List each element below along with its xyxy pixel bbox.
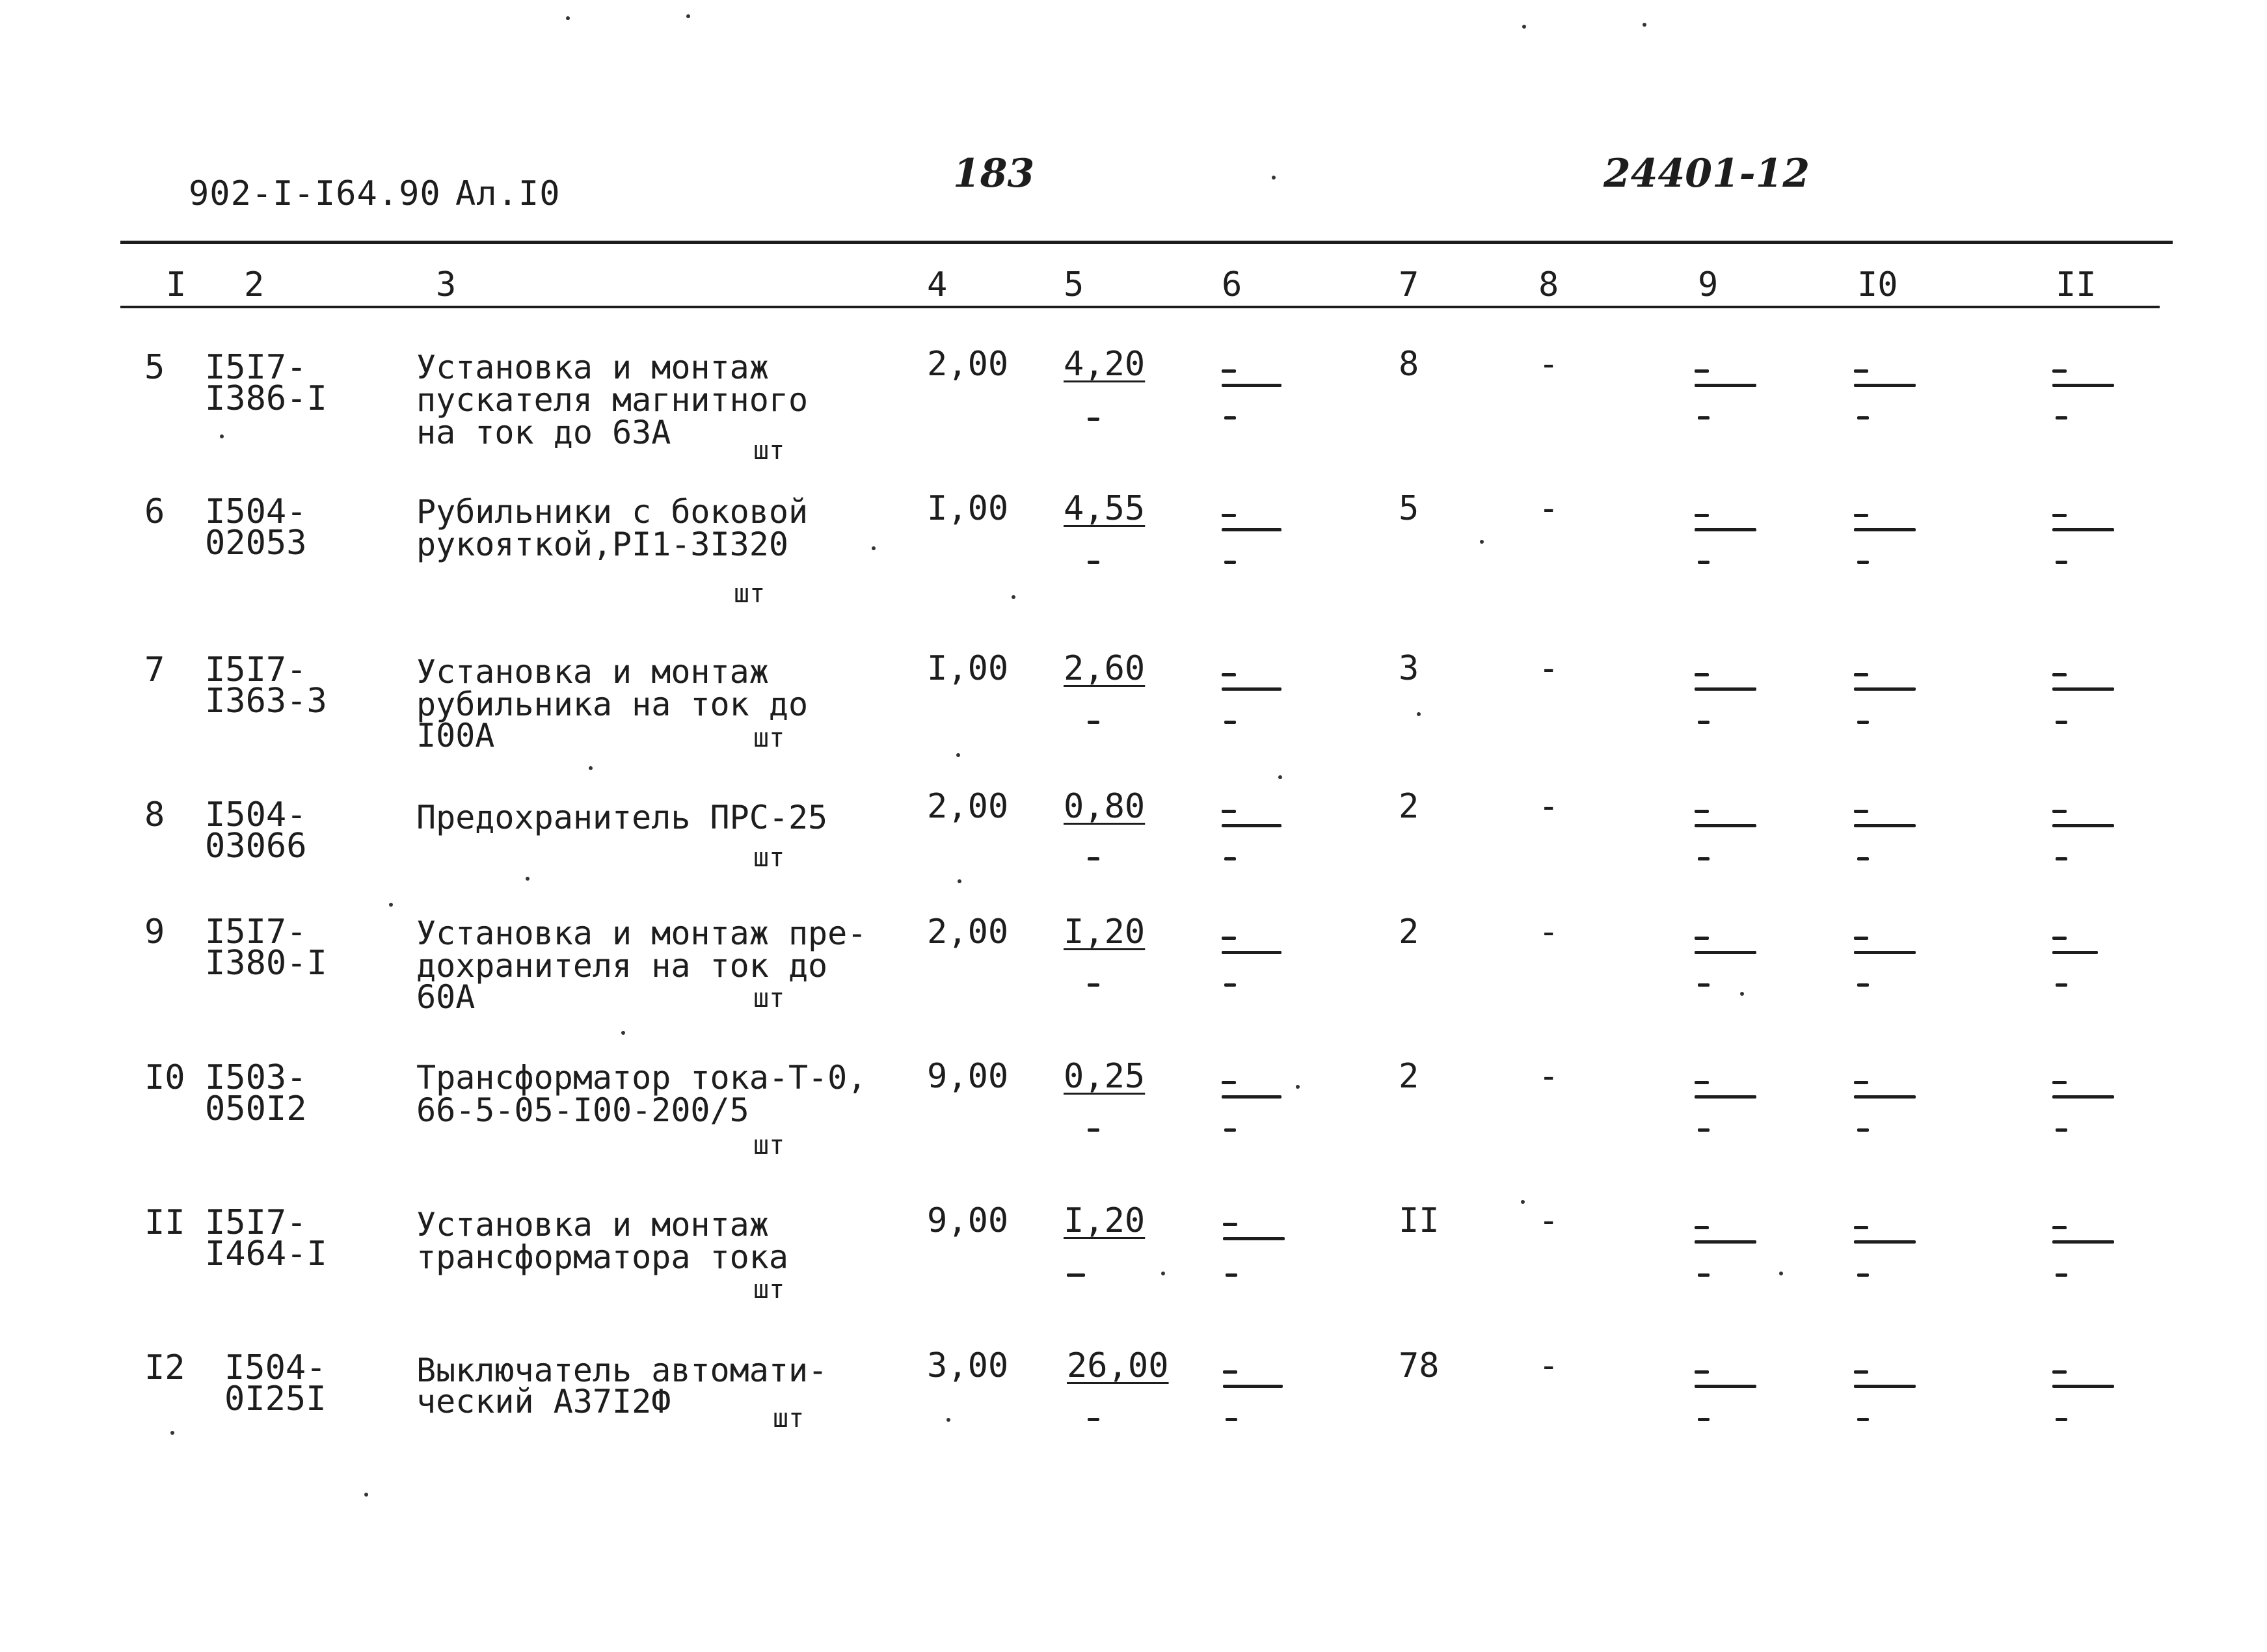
- dash-mark: [1222, 1095, 1281, 1099]
- column-8-value: -: [1538, 1057, 1559, 1096]
- rate-code: I5I7-: [205, 348, 307, 387]
- dash-mark: [1695, 1240, 1756, 1244]
- scan-speck: [956, 753, 960, 757]
- dash-mark: [2052, 687, 2114, 691]
- dash-mark: [1854, 937, 1868, 940]
- dash-mark: [1223, 1370, 1237, 1374]
- scan-speck: [621, 1031, 625, 1035]
- top-rule: [120, 241, 2173, 244]
- scan-speck: [389, 903, 393, 907]
- dash-mark: [1695, 1095, 1756, 1099]
- dash-mark: [1088, 1128, 1099, 1132]
- column-header: 6: [1222, 265, 1242, 304]
- dash-mark: [1854, 1095, 1916, 1099]
- dash-mark: [1854, 951, 1916, 954]
- dash-mark: [1222, 824, 1281, 827]
- scan-speck: [1740, 992, 1744, 996]
- scan-speck: [364, 1493, 368, 1497]
- dash-mark: [1695, 810, 1709, 813]
- column-header: 3: [436, 265, 457, 304]
- item-description: I00А: [416, 717, 495, 754]
- dash-mark: [1698, 1418, 1710, 1421]
- unit-price: 4,55: [1064, 489, 1146, 528]
- quantity: I,00: [927, 649, 1009, 688]
- column-8-value: -: [1538, 1346, 1559, 1385]
- dash-mark: [1224, 857, 1236, 860]
- dash-mark: [1222, 369, 1236, 373]
- quantity: 2,00: [927, 345, 1009, 384]
- dash-mark: [1222, 528, 1281, 531]
- column-header: I: [166, 265, 187, 304]
- column-header: 2: [244, 265, 265, 304]
- row-number: 7: [144, 650, 165, 689]
- scan-speck: [1521, 1200, 1525, 1204]
- document-reference: 24401-12: [1603, 151, 1810, 196]
- dash-mark: [1223, 1237, 1285, 1240]
- rate-code: I5I7-: [205, 1203, 307, 1242]
- scan-speck: [1296, 1085, 1300, 1089]
- dash-mark: [1222, 937, 1236, 940]
- dash-mark: [1698, 1273, 1710, 1277]
- dash-mark: [1695, 1385, 1756, 1388]
- scan-speck: [1417, 712, 1421, 716]
- dash-mark: [2052, 514, 2067, 517]
- dash-mark: [1695, 824, 1756, 827]
- dash-mark: [1695, 1081, 1709, 1084]
- row-number: 5: [144, 348, 165, 387]
- dash-mark: [2052, 1370, 2067, 1374]
- column-header: II: [2056, 265, 2097, 304]
- item-description: рубильника на ток до: [416, 686, 809, 723]
- dash-mark: [2052, 1240, 2114, 1244]
- dash-mark: [1695, 1226, 1709, 1229]
- dash-mark: [1854, 1240, 1916, 1244]
- column-8-value: -: [1538, 345, 1559, 384]
- dash-mark: [2056, 721, 2067, 724]
- column-header-rule: [120, 306, 2160, 308]
- dash-mark: [1854, 1385, 1916, 1388]
- dash-mark: [1695, 687, 1756, 691]
- column-header: 4: [927, 265, 948, 304]
- dash-mark: [1224, 983, 1236, 987]
- dash-mark: [1067, 1273, 1085, 1277]
- scan-speck: [958, 879, 961, 883]
- item-description: Трансформатор тока-Т-0,: [416, 1059, 867, 1097]
- dash-mark: [1226, 1273, 1237, 1277]
- column-header: 8: [1538, 265, 1559, 304]
- dash-mark: [1224, 1128, 1236, 1132]
- dash-mark: [1857, 1273, 1869, 1277]
- dash-mark: [1223, 1385, 1283, 1388]
- quantity: 3,00: [927, 1346, 1009, 1385]
- dash-mark: [1695, 937, 1709, 940]
- quantity: 2,00: [927, 913, 1009, 952]
- column-header: 7: [1399, 265, 1419, 304]
- scan-speck: [1012, 595, 1015, 599]
- column-7-value: 2: [1399, 787, 1419, 826]
- dash-mark: [1698, 1128, 1710, 1132]
- item-description: рукояткой,РI1-3I320: [416, 526, 788, 563]
- dash-mark: [1695, 1370, 1709, 1374]
- dash-mark: [1857, 983, 1869, 987]
- dash-mark: [1857, 721, 1869, 724]
- dash-mark: [1854, 514, 1868, 517]
- unit-label: шт: [753, 843, 785, 873]
- dash-mark: [2056, 1273, 2067, 1277]
- dash-mark: [2052, 951, 2098, 954]
- dash-mark: [1222, 810, 1236, 813]
- rate-code: I464-I: [205, 1234, 327, 1273]
- unit-label: шт: [773, 1404, 805, 1433]
- row-number: 6: [144, 492, 165, 531]
- dash-mark: [1695, 369, 1709, 373]
- dash-mark: [1698, 857, 1710, 860]
- quantity: 2,00: [927, 787, 1009, 826]
- dash-mark: [1854, 687, 1916, 691]
- rate-code: I5I7-: [205, 913, 307, 952]
- dash-mark: [1224, 561, 1236, 564]
- dash-mark: [1222, 687, 1281, 691]
- item-description: Установка и монтаж: [416, 653, 769, 691]
- scan-speck: [526, 877, 530, 881]
- unit-label: шт: [734, 579, 766, 609]
- scan-speck: [686, 14, 690, 18]
- dash-mark: [2052, 673, 2067, 676]
- column-7-value: 2: [1399, 1057, 1419, 1096]
- scan-speck: [1643, 23, 1646, 27]
- item-description: Выключатель автомати-: [416, 1352, 828, 1389]
- dash-mark: [1222, 1081, 1236, 1084]
- dash-mark: [1857, 857, 1869, 860]
- scan-speck: [220, 434, 224, 438]
- column-header: 9: [1698, 265, 1719, 304]
- item-description: Установка и монтаж: [416, 1206, 769, 1244]
- dash-mark: [1698, 721, 1710, 724]
- dash-mark: [1854, 824, 1916, 827]
- dash-mark: [2052, 384, 2114, 387]
- dash-mark: [2052, 937, 2067, 940]
- dash-mark: [1854, 673, 1868, 676]
- rate-code: 02053: [205, 524, 307, 563]
- scan-speck: [1480, 540, 1484, 544]
- dash-mark: [1854, 528, 1916, 531]
- document-code: 902-I-I64.90: [189, 174, 441, 213]
- dash-mark: [1088, 721, 1099, 724]
- scan-speck: [589, 766, 593, 770]
- scan-speck: [1779, 1272, 1783, 1275]
- dash-mark: [1088, 1418, 1099, 1421]
- scan-speck: [1522, 25, 1526, 29]
- column-7-value: 3: [1399, 649, 1419, 688]
- dash-mark: [2052, 1081, 2067, 1084]
- scan-speck: [566, 16, 570, 20]
- item-description: на ток до 63А: [416, 414, 671, 451]
- dash-mark: [1854, 369, 1868, 373]
- item-description: ческий А37I2Ф: [416, 1383, 671, 1420]
- item-description: Установка и монтаж: [416, 349, 769, 386]
- dash-mark: [2056, 983, 2067, 987]
- column-7-value: 2: [1399, 913, 1419, 952]
- page-number: 183: [953, 151, 1035, 196]
- item-description: Рубильники с боковой: [416, 493, 809, 531]
- column-7-value: 8: [1399, 345, 1419, 384]
- rate-code: 050I2: [205, 1089, 307, 1128]
- column-8-value: -: [1538, 649, 1559, 688]
- dash-mark: [2052, 369, 2067, 373]
- unit-label: шт: [753, 1130, 785, 1160]
- rate-code: I363-3: [205, 682, 327, 721]
- dash-mark: [2052, 1095, 2114, 1099]
- column-header: 5: [1064, 265, 1084, 304]
- column-header: I0: [1857, 265, 1898, 304]
- dash-mark: [1698, 561, 1710, 564]
- unit-price: 2,60: [1064, 649, 1146, 688]
- column-8-value: -: [1538, 913, 1559, 952]
- dash-mark: [2052, 1385, 2114, 1388]
- dash-mark: [1222, 514, 1236, 517]
- column-8-value: -: [1538, 1201, 1559, 1240]
- dash-mark: [1695, 514, 1709, 517]
- row-number: II: [144, 1203, 185, 1242]
- unit-label: шт: [753, 723, 785, 753]
- dash-mark: [1088, 857, 1099, 860]
- unit-price: 26,00: [1067, 1346, 1169, 1385]
- row-number: 9: [144, 913, 165, 952]
- item-description: 66-5-05-I00-200/5: [416, 1091, 749, 1129]
- unit-price: 4,20: [1064, 345, 1146, 384]
- quantity: I,00: [927, 489, 1009, 528]
- dash-mark: [1695, 951, 1756, 954]
- dash-mark: [2052, 824, 2114, 827]
- dash-mark: [1698, 416, 1710, 420]
- dash-mark: [1857, 416, 1869, 420]
- unit-label: шт: [753, 436, 785, 466]
- rate-code: I504-: [224, 1348, 327, 1387]
- row-number: 8: [144, 795, 165, 834]
- dash-mark: [1854, 384, 1916, 387]
- dash-mark: [1695, 528, 1756, 531]
- rate-code: I503-: [205, 1058, 307, 1097]
- item-description: 60А: [416, 978, 476, 1016]
- dash-mark: [2052, 528, 2114, 531]
- dash-mark: [2056, 857, 2067, 860]
- dash-mark: [2056, 1418, 2067, 1421]
- dash-mark: [2052, 810, 2067, 813]
- unit-label: шт: [753, 983, 785, 1013]
- dash-mark: [1088, 561, 1099, 564]
- dash-mark: [1695, 384, 1756, 387]
- item-description: пускателя магнитного: [416, 381, 809, 419]
- unit-price: 0,25: [1064, 1057, 1146, 1096]
- scan-speck: [1272, 176, 1276, 180]
- unit-price: 0,80: [1064, 787, 1146, 826]
- dash-mark: [1222, 384, 1281, 387]
- scan-speck: [946, 1418, 950, 1422]
- quantity: 9,00: [927, 1057, 1009, 1096]
- dash-mark: [1222, 951, 1281, 954]
- dash-mark: [1223, 1223, 1237, 1226]
- item-description: Предохранитель ПРС-25: [416, 799, 828, 836]
- dash-mark: [1222, 673, 1236, 676]
- rate-code: I5I7-: [205, 650, 307, 689]
- dash-mark: [1695, 673, 1709, 676]
- dash-mark: [1088, 418, 1099, 421]
- item-description: Установка и монтаж пре-: [416, 914, 867, 952]
- dash-mark: [1854, 810, 1868, 813]
- dash-mark: [2056, 1128, 2067, 1132]
- scan-speck: [1161, 1272, 1165, 1275]
- dash-mark: [1226, 1418, 1237, 1421]
- rate-code: I504-: [205, 492, 307, 531]
- dash-mark: [1854, 1370, 1868, 1374]
- dash-mark: [1854, 1226, 1868, 1229]
- item-description: дохранителя на ток до: [416, 947, 828, 985]
- item-description: трансформатора тока: [416, 1238, 788, 1276]
- rate-code: I386-I: [205, 379, 327, 418]
- dash-mark: [1224, 721, 1236, 724]
- unit-price: I,20: [1064, 1201, 1146, 1240]
- rate-code: I380-I: [205, 944, 327, 983]
- column-8-value: -: [1538, 489, 1559, 528]
- dash-mark: [1088, 983, 1099, 987]
- column-7-value: 5: [1399, 489, 1419, 528]
- row-number: I2: [144, 1348, 185, 1387]
- rate-code: I504-: [205, 795, 307, 834]
- column-7-value: II: [1399, 1201, 1440, 1240]
- dash-mark: [1224, 416, 1236, 420]
- column-8-value: -: [1538, 787, 1559, 826]
- dash-mark: [1857, 561, 1869, 564]
- scan-speck: [872, 546, 876, 550]
- dash-mark: [1857, 1128, 1869, 1132]
- dash-mark: [2052, 1226, 2067, 1229]
- dash-mark: [2056, 416, 2067, 420]
- dash-mark: [2056, 561, 2067, 564]
- dash-mark: [1698, 983, 1710, 987]
- unit-label: шт: [753, 1275, 785, 1305]
- column-7-value: 78: [1399, 1346, 1440, 1385]
- sheet-label: Ал.I0: [455, 174, 561, 213]
- rate-code: 0I25I: [224, 1379, 327, 1419]
- scan-speck: [1278, 775, 1282, 779]
- scan-speck: [170, 1431, 174, 1435]
- unit-price: I,20: [1064, 913, 1146, 952]
- quantity: 9,00: [927, 1201, 1009, 1240]
- dash-mark: [1854, 1081, 1868, 1084]
- rate-code: 03066: [205, 827, 307, 866]
- dash-mark: [1857, 1418, 1869, 1421]
- row-number: I0: [144, 1058, 185, 1097]
